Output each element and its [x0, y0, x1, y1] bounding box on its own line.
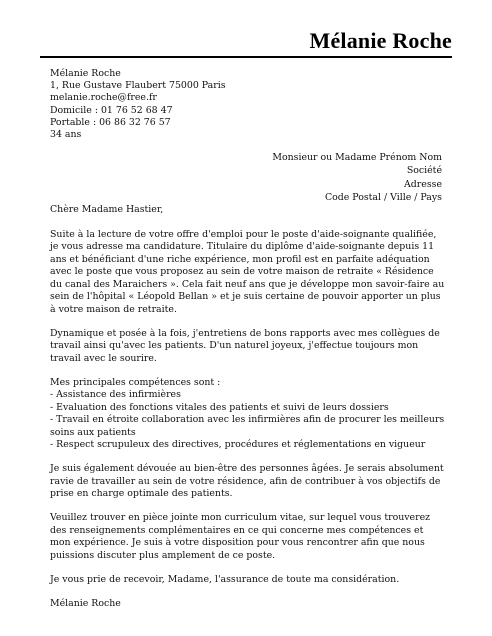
skill-item: - Assistance des infirmières: [50, 389, 181, 400]
recipient-company: Société: [406, 165, 442, 177]
letter-body: [50, 204, 446, 622]
letter-paragraph-3: Je suis également dévouée au bien-être des personnes âgées. Je serais absolument ravie de travailler au sein de votre résidence, afin de contribuer à vos objectifs de prise en charge optimale des patients.: [50, 463, 444, 499]
recipient-name: Monsieur ou Madame Prénom Nom: [272, 152, 442, 163]
skill-item: soins aux patients: [50, 426, 136, 438]
skill-item: - Evaluation des fonctions vitales des patients et suivi de leurs dossiers: [50, 401, 389, 413]
sender-age: 34 ans: [50, 129, 82, 141]
sender-name: Mélanie Roche: [50, 68, 121, 79]
letter-signature: Mélanie Roche: [50, 597, 121, 609]
header-rule: [40, 56, 452, 58]
letter-paragraph-1: Suite à la lecture de votre offre d'emploi pour le poste d'aide-soignante qualifiée, je vous adresse ma candidature. Titulaire du diplôme d'aide-soignante depuis 11 ans et bénéficiant d'une riche expérience, mon profil est en parfaite adéquation avec le poste que vous proposez au sein de votre maison de retraite « Résidence du canal des Maraichers ». Cela fait neuf ans que je développe mon savoir-faire au sein de l'hôpital « Léopold Bellan » et je suis certaine de pouvoir apporter un plus à votre maison de retraite.: [50, 228, 445, 315]
letter-paragraph-4: Veuillez trouver en pièce jointe mon curriculum vitae, sur lequel vous trouverez des renseignements complémentaires en ce qui concerne mes compétences et mon expérience. Je suis à votre disposition pour vous rencontrer afin que nous puissions discuter plus amplement de ce poste.: [50, 512, 431, 561]
skill-item: - Travail en étroite collaboration avec les infirmières afin de procurer les meilleurs: [50, 414, 445, 425]
letter-paragraph-2: Dynamique et posée à la fois, j'entretiens de bons rapports avec mes collègues de travail ainsi qu'avec les patients. D'un naturel joyeux, j'effectue toujours mon travail avec le sourire.: [50, 327, 440, 364]
recipient-city: Code Postal / Ville / Pays: [324, 192, 442, 204]
sender-block: [50, 68, 226, 141]
letter-greeting: Chère Madame Hastier,: [50, 204, 164, 215]
recipient-block: [272, 151, 442, 205]
letter-closing: Je vous prie de recevoir, Madame, l'assurance de toute ma considération.: [50, 573, 400, 585]
sender-email: melanie.roche@free.fr: [50, 92, 157, 104]
skill-item: - Respect scrupuleux des directives, procédures et réglementations en vigueur: [50, 439, 426, 450]
recipient-address: Adresse: [404, 178, 442, 190]
header-name: Mélanie Roche: [309, 28, 452, 53]
skills-title: Mes principales compétences sont :: [50, 376, 221, 388]
sender-home-phone: Domicile : 01 76 52 68 47: [50, 104, 173, 116]
skills-section: [50, 377, 446, 452]
sender-mobile-phone: Portable : 06 86 32 76 57: [50, 116, 171, 128]
sender-address: 1, Rue Gustave Flaubert 75000 Paris: [50, 80, 226, 92]
